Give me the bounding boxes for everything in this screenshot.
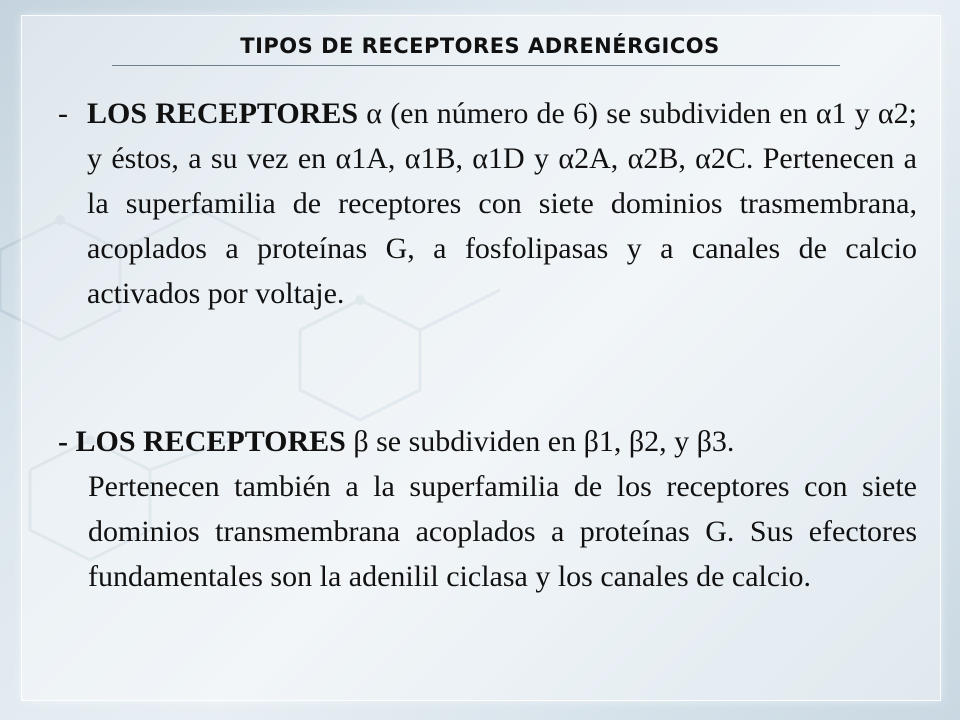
- paragraph1-bold-lead: LOS RECEPTORES: [87, 97, 359, 130]
- paragraph2-bold-lead: - LOS RECEPTORES: [58, 425, 346, 458]
- paragraph2-first-line: [58, 419, 917, 464]
- paragraph1-bullet: -: [58, 97, 68, 130]
- paragraph2-first-line-text: β se subdividen en β1, β2, y β3.: [345, 425, 735, 458]
- paragraph2-rest-text: Pertenecen también a la superfamilia de los receptores con siete dominios transmembrana acoplados a proteínas G. Sus efectores fundamentales son la adenilil ciclasa y los canales de calcio.: [88, 470, 917, 593]
- paragraph-alpha-receptors: [87, 91, 917, 316]
- slide-title: TIPOS DE RECEPTORES ADRENÉRGICOS: [240, 34, 720, 58]
- paragraph-beta-receptors: [58, 419, 917, 599]
- title-divider: [112, 65, 840, 66]
- paragraph1-text: α (en número de 6) se subdividen en α1 y α2; y éstos, a su vez en α1A, α1B, α1D y α2A, α2B, α2C. Pertenecen a la superfamilia de receptores con siete dominios trasmembrana, acoplados a proteínas G, a fosfolipasas y a canales de calcio activados por voltaje.: [87, 97, 917, 310]
